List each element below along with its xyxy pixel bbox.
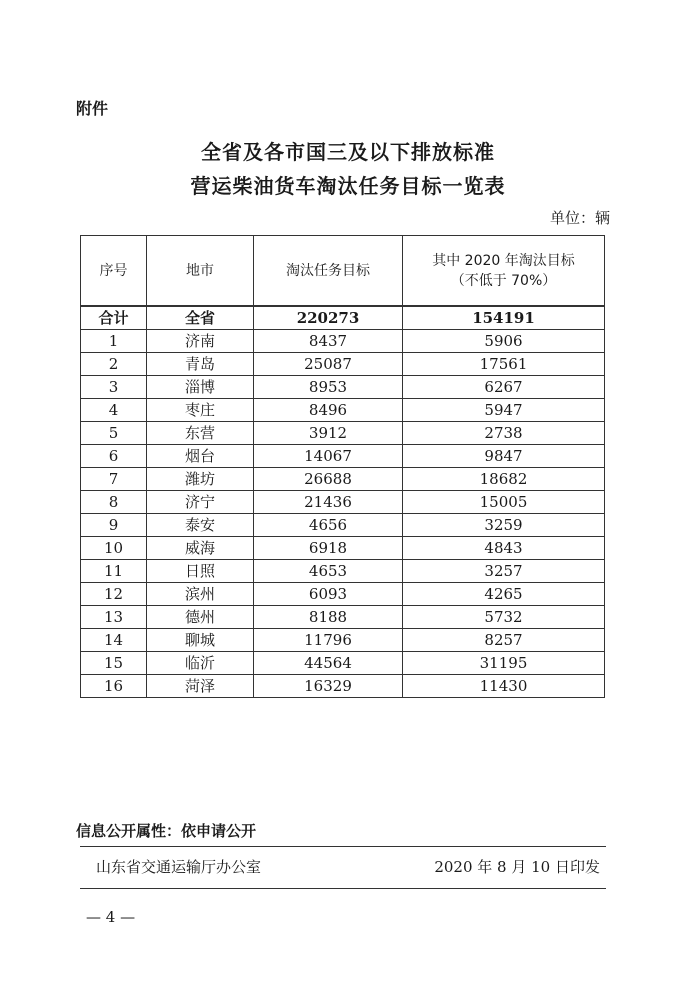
total-label: 合计 [81,306,147,330]
row-2020-target: 2738 [403,422,605,445]
row-city: 东营 [147,422,254,445]
total-target: 220273 [254,306,403,330]
total-2020-target: 154191 [403,306,605,330]
table-row [81,514,605,537]
row-city: 德州 [147,606,254,629]
row-city: 枣庄 [147,399,254,422]
row-number: 1 [81,330,147,353]
table-row [81,675,605,698]
row-target: 3912 [254,422,403,445]
row-number: 7 [81,468,147,491]
row-city: 日照 [147,560,254,583]
table-row [81,583,605,606]
row-city: 济南 [147,330,254,353]
row-number: 3 [81,376,147,399]
page-number: — 4 — [86,908,136,926]
table-row [81,376,605,399]
row-number: 10 [81,537,147,560]
row-number: 12 [81,583,147,606]
row-number: 4 [81,399,147,422]
attachment-label: 附件 [76,99,109,118]
disclosure-attribute: 信息公开属性：依申请公开 [76,822,257,840]
row-city: 菏泽 [147,675,254,698]
row-city: 青岛 [147,353,254,376]
row-number: 15 [81,652,147,675]
row-2020-target: 3259 [403,514,605,537]
total-region: 全省 [147,306,254,330]
table-row [81,399,605,422]
table-row [81,606,605,629]
row-number: 6 [81,445,147,468]
document-title-line2: 营运柴油货车淘汰任务目标一览表 [190,174,506,198]
issuing-office: 山东省交通运输厅办公室 [96,858,262,876]
row-city: 泰安 [147,514,254,537]
row-number: 5 [81,422,147,445]
table-row [81,330,605,353]
row-target: 25087 [254,353,403,376]
row-target: 16329 [254,675,403,698]
row-target: 44564 [254,652,403,675]
table-row [81,629,605,652]
row-city: 临沂 [147,652,254,675]
table-row [81,560,605,583]
row-2020-target: 15005 [403,491,605,514]
row-target: 8953 [254,376,403,399]
row-number: 8 [81,491,147,514]
row-2020-target: 11430 [403,675,605,698]
row-2020-target: 8257 [403,629,605,652]
row-target: 4653 [254,560,403,583]
row-number: 13 [81,606,147,629]
row-number: 14 [81,629,147,652]
row-target: 6918 [254,537,403,560]
column-header-2020-target [403,236,605,307]
row-2020-target: 5732 [403,606,605,629]
table-row [81,468,605,491]
row-target: 8496 [254,399,403,422]
row-target: 21436 [254,491,403,514]
row-number: 16 [81,675,147,698]
row-city: 淄博 [147,376,254,399]
column-header-target: 淘汰任务目标 [254,236,403,307]
row-city: 聊城 [147,629,254,652]
footer-bottom-rule [80,888,606,889]
column-header-2020-line1: 其中 2020 年淘汰目标 [432,252,575,269]
footer-top-rule [80,846,606,847]
table-row [81,537,605,560]
row-target: 26688 [254,468,403,491]
total-row [81,306,605,330]
row-target: 14067 [254,445,403,468]
row-number: 2 [81,353,147,376]
row-2020-target: 6267 [403,376,605,399]
document-title-line1: 全省及各市国三及以下排放标准 [201,140,495,164]
unit-label: 单位：辆 [549,209,610,227]
row-target: 8188 [254,606,403,629]
row-2020-target: 5906 [403,330,605,353]
row-2020-target: 4843 [403,537,605,560]
row-city: 威海 [147,537,254,560]
row-city: 潍坊 [147,468,254,491]
column-header-2020-line2: （不低于 70%） [450,272,557,289]
issue-date: 2020 年 8 月 10 日印发 [434,858,600,876]
row-target: 6093 [254,583,403,606]
table-row [81,491,605,514]
row-city: 济宁 [147,491,254,514]
row-number: 11 [81,560,147,583]
row-target: 11796 [254,629,403,652]
column-header-city: 地市 [147,236,254,307]
row-2020-target: 3257 [403,560,605,583]
row-city: 烟台 [147,445,254,468]
column-header-no: 序号 [81,236,147,307]
table-row [81,422,605,445]
row-2020-target: 9847 [403,445,605,468]
elimination-target-table [80,235,605,698]
row-2020-target: 4265 [403,583,605,606]
table-row [81,652,605,675]
row-city: 滨州 [147,583,254,606]
row-2020-target: 17561 [403,353,605,376]
table-row [81,445,605,468]
row-2020-target: 18682 [403,468,605,491]
row-2020-target: 31195 [403,652,605,675]
row-target: 8437 [254,330,403,353]
table-row [81,353,605,376]
row-number: 9 [81,514,147,537]
row-target: 4656 [254,514,403,537]
row-2020-target: 5947 [403,399,605,422]
table-header-row [81,236,605,307]
